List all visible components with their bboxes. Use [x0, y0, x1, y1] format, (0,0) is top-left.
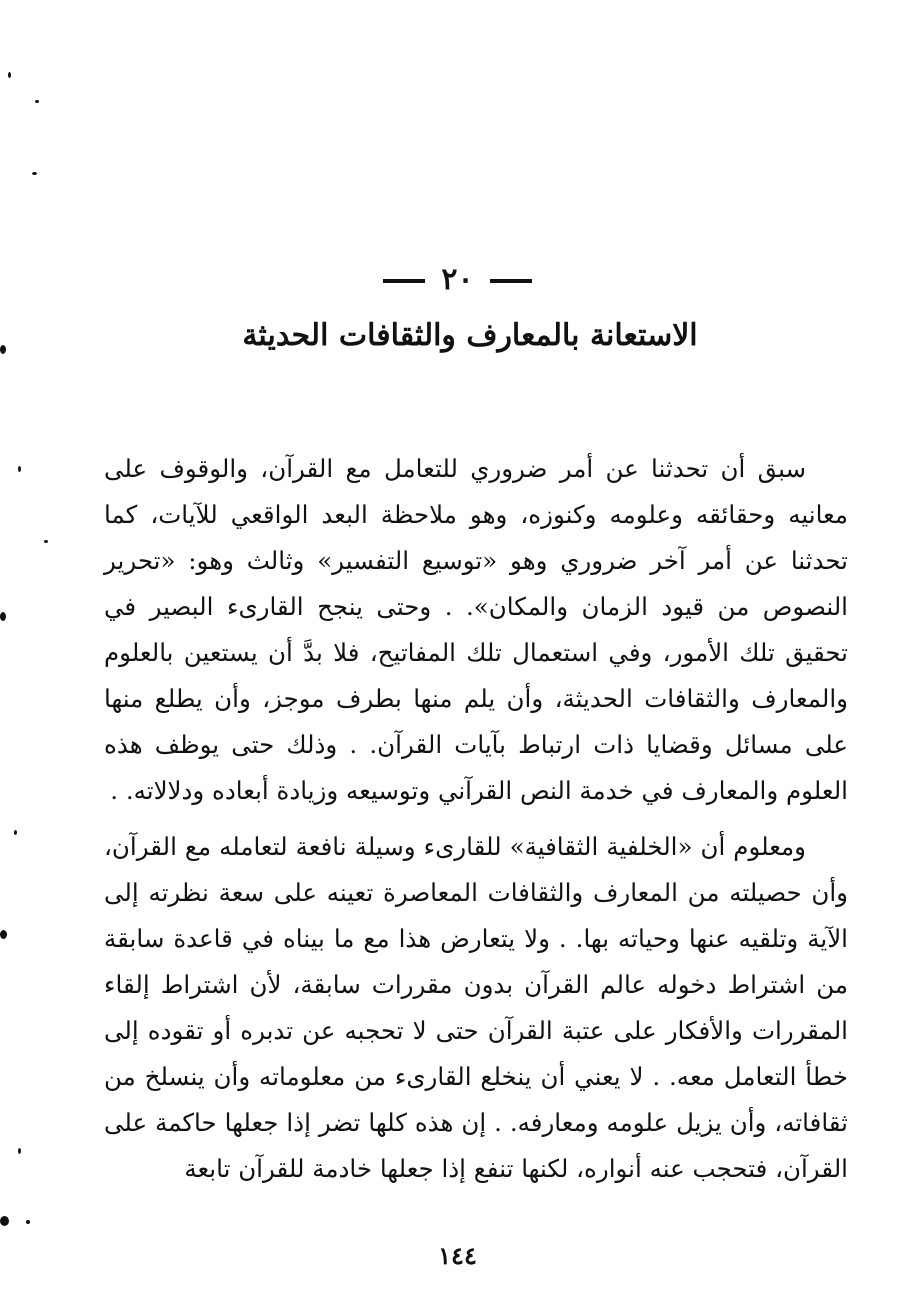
chapter-number-text: ٢٠ — [441, 262, 474, 297]
scan-speck — [0, 612, 6, 621]
scan-speck — [0, 345, 6, 354]
scan-speck — [0, 930, 7, 939]
scan-speck — [35, 100, 39, 103]
scan-speck — [0, 1216, 9, 1226]
scan-speck — [44, 540, 48, 543]
chapter-number — [0, 262, 915, 297]
scan-speck — [8, 72, 11, 78]
paragraph-2: ومعلوم أن «الخلفية الثقافية» للقارىء وسيلة نافعة لتعامله مع القرآن، وأن حصيلته من المعارف والثقافات المعاصرة تعينه على سعة نظرته إلى الآية وتلقيه عنها وحياته بها. . ولا يتعارض هذا مع ما بيناه في قاعدة سابقة من اشتراط دخوله عالم القرآن بدون مقررات سابقة، لأن اشتراط إلقاء المقررات والأفكار على عتبة القرآن حتى لا تحجبه عن تدبره أو تقوده إلى خطأ التعامل معه. . لا يعني أن ينخلع القارىء من معلوماته وأن ينسلخ من ثقافاته، وأن يزيل علومه ومعارفه. . إن هذه كلها تضر إذا جعلها حاكمة على القرآن، فتحجب عنه أنواره، لكنها تنفع إذا جعلها خادمة للقرآن تابعة — [104, 832, 848, 1183]
paragraph-1: سبق أن تحدثنا عن أمر ضروري للتعامل مع القرآن، والوقوف على معانيه وحقائقه وعلومه وكنوزه، وهو ملاحظة البعد الواقعي للآيات، كما تحدثنا عن أمر آخر ضروري وهو «توسيع التفسير» وثالث وهو: «تحرير النصوص من قيود الزمان والمكان». . وحتى ينجح القارىء البصير في تحقيق تلك الأمور، وفي استعمال تلك المفاتيح، فلا بدَّ أن يستعين بالعلوم والمعارف والثقافات الحديثة، وأن يلم منها بطرف موجز، وأن يطلع منها على مسائل وقضايا ذات ارتباط بآيات القرآن. . وذلك حتى يوظف هذه العلوم والمعارف في خدمة النص القرآني وتوسيعه وزيادة أبعاده ودلالاته. . — [104, 454, 848, 805]
page-number: ١٤٤ — [438, 1241, 477, 1270]
body-text — [104, 446, 848, 1192]
scan-speck — [26, 1220, 30, 1224]
chapter-title: الاستعانة بالمعارف والثقافات الحديثة — [242, 318, 698, 353]
dash-decoration — [383, 279, 425, 283]
scan-speck — [18, 466, 21, 472]
scan-speck — [14, 830, 17, 835]
dash-decoration — [490, 279, 532, 283]
scan-speck — [32, 172, 37, 175]
scan-speck — [18, 1148, 21, 1154]
